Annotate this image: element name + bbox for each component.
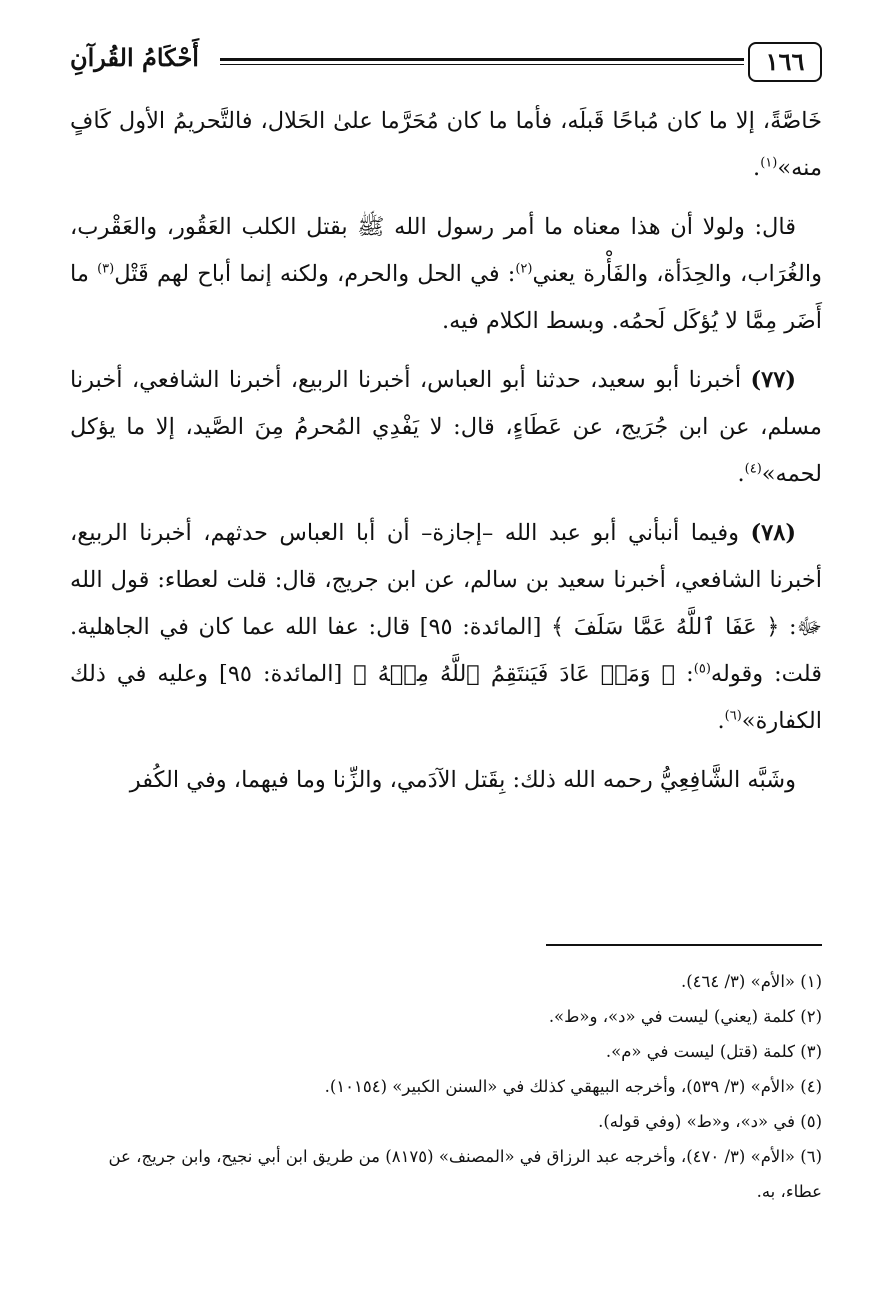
paragraph-77-end: .	[737, 461, 745, 487]
book-title: أَحْكَامُ القُرآنِ	[70, 43, 199, 72]
footnote-ref-6[interactable]: (٦)	[724, 708, 742, 724]
footnotes	[70, 964, 822, 1209]
footnote-ref-1[interactable]: (١)	[760, 155, 778, 171]
paragraph-78-end: .	[717, 708, 725, 734]
header-rule-thin	[220, 64, 744, 65]
paragraph-1-end: .	[753, 155, 761, 181]
footnote-item: (٣) كلمة (قتل) ليست في «م».	[605, 1042, 822, 1061]
footnote-item: (٦) «الأم» (٣/ ٤٧٠)، وأخرجه عبد الرزاق في «المصنف» (٨١٧٥) من طريق ابن أبي نجيح، وابن جريج، عن عطاء، به.	[108, 1147, 822, 1201]
footnote-ref-4[interactable]: (٤)	[744, 461, 762, 477]
paragraph-78-text-a: وفيما أنبأني أبو عبد الله –إجازة– أن أبا العباس حدثهم، أخبرنا الربيع، أخبرنا الشافعي، أخبرنا سعيد بن سالم، عن ابن جريج، قال: قلت لعطاء: قول الله ﷻ: ﴿ عَفَا ٱللَّهُ عَمَّا سَلَفَ ﴾ [المائدة: ٩٥] قال: عفا الله عما كان في الجاهلية. قلت: وقوله	[70, 520, 822, 687]
footnote-ref-2[interactable]: (٢)	[515, 261, 533, 277]
footnote-separator	[546, 944, 822, 946]
header-rule	[220, 58, 744, 61]
paragraph-77-text: أخبرنا أبو سعيد، حدثنا أبو العباس، أخبرنا الربيع، أخبرنا الشافعي، أخبرنا مسلم، عن ابن جُرَيج، عن عَطَاءٍ، قال: لا يَفْدِي المُحرمُ مِنَ الصَّيد، إلا ما يؤكل لحمه»	[70, 367, 822, 487]
paragraph-2-text-c: ما أَضَر مِمَّا لا يُؤكَل لَحمُه. وبسط الكلام فيه.	[70, 261, 822, 334]
page-header	[70, 38, 822, 86]
footnote-ref-3[interactable]: (٣)	[97, 261, 115, 277]
hadith-number-77: (٧٧)	[750, 367, 796, 393]
footnote-item: (١) «الأم» (٣/ ٤٦٤).	[680, 972, 822, 991]
footnote-item: (٥) في «د»، و«ط» (وفي قوله).	[598, 1112, 822, 1131]
paragraph-77	[70, 357, 822, 498]
paragraph-1	[70, 98, 822, 192]
hadith-number-78: (٧٨)	[750, 520, 796, 546]
paragraph-2-text-a: قال: ولولا أن هذا معناه ما أمر رسول الله ﷺ بقتل الكلب العَقُور، والعَقْرب، والغُرَاب، والحِدَأة، والفَأْرة يعني	[70, 214, 822, 287]
paragraph-1-text: خَاصَّةً، إلا ما كان مُباحًا قَبلَه، فأما ما كان مُحَرَّما علىٰ الحَلال، فالتَّحريمُ الأول كَافٍ منه»	[70, 108, 822, 181]
footnote-item: (٢) كلمة (يعني) ليست في «د»، و«ط».	[548, 1007, 822, 1026]
paragraph-78-text-b: : ﴿ وَمَنۡ عَادَ فَيَنتَقِمُ ٱللَّهُ مِنۡهُ ﴾ [المائدة: ٩٥] وعليه في ذلك الكفارة»	[70, 661, 822, 734]
paragraph-2-text-b: : في الحل والحرم، ولكنه إنما أباح لهم قَتْل	[114, 261, 516, 287]
paragraph-5: وشَبَّه الشَّافِعِيُّ رحمه الله ذلك: بِقَتل الآدَمي، والزِّنا وما فيهما، وفي الكُفر	[129, 767, 796, 793]
footnote-ref-5[interactable]: (٥)	[693, 661, 711, 677]
paragraph-78	[70, 510, 822, 745]
paragraph-2	[70, 204, 822, 345]
footnote-item: (٤) «الأم» (٣/ ٥٣٩)، وأخرجه البيهقي كذلك في «السنن الكبير» (١٠١٥٤).	[324, 1077, 822, 1096]
main-text	[70, 98, 822, 816]
page-number: ١٦٦	[748, 42, 822, 82]
